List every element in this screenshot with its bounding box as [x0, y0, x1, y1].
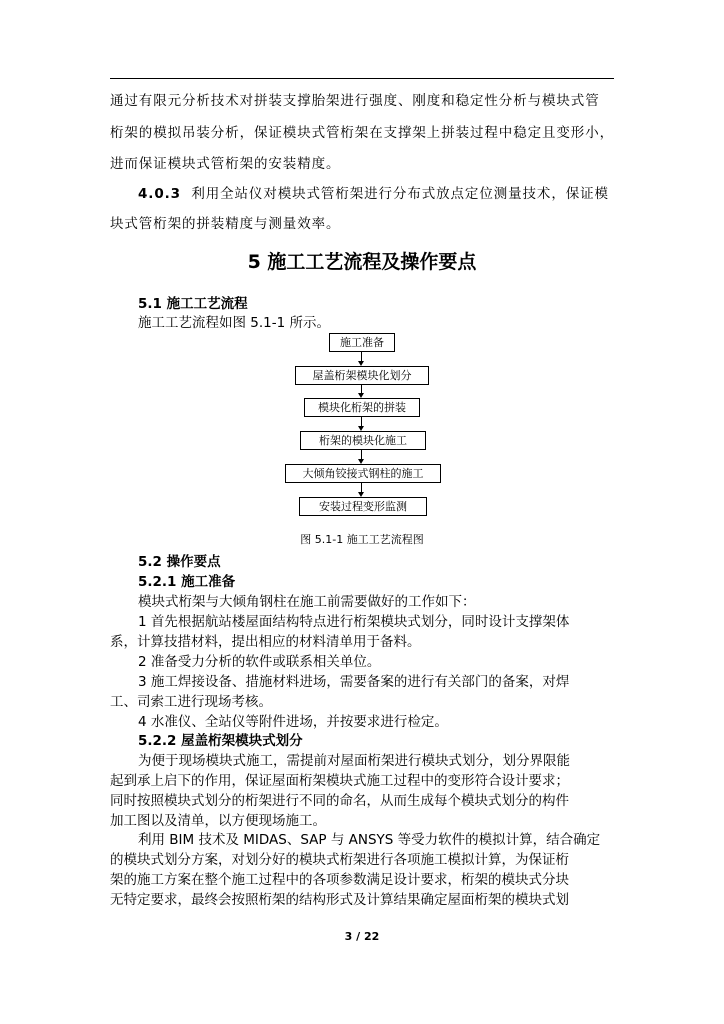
item-1-line-1: 1 首先根据航站楼屋面结构特点进行桁架模块式划分，同时设计支撑架体	[138, 614, 570, 630]
clause-4-0-3-line-1	[138, 184, 609, 204]
section-5-2-2-para-1-line-2: 起到承上启下的作用，保证屋面桁架模块式施工过程中的变形符合设计要求；	[110, 773, 569, 789]
section-5-2-heading: 5.2 操作要点	[138, 554, 221, 570]
flow-connector	[361, 385, 362, 393]
section-5-2-1-heading: 5.2.1 施工准备	[138, 574, 236, 590]
intro-line-3: 进而保证模块式管桁架的安装精度。	[110, 156, 341, 172]
clause-number: 4.0.3	[138, 186, 181, 202]
flow-step-1: 施工准备	[329, 333, 395, 352]
section-5-2-2-heading: 5.2.2 屋盖桁架模块式划分	[138, 733, 303, 749]
chapter-title: 5 施工工艺流程及操作要点	[247, 251, 477, 273]
section-5-2-2-para-1-line-1: 为便于现场模块式施工，需提前对屋面桁架进行模块式划分，划分界限能	[138, 753, 570, 769]
flow-step-2: 屋盖桁架模块化划分	[295, 366, 429, 385]
flow-step-6: 安装过程变形监测	[299, 497, 427, 516]
section-5-1-heading: 5.1 施工工艺流程	[138, 296, 248, 312]
item-2: 2 准备受力分析的软件或联系相关单位。	[138, 654, 381, 670]
header-rule	[110, 78, 614, 79]
intro-line-1: 通过有限元分析技术对拼装支撑胎架进行强度、刚度和稳定性分析与模块式管	[110, 93, 600, 109]
clause-4-0-3-line-2: 块式管桁架的拼装精度与测量效率。	[110, 216, 341, 232]
flow-connector	[361, 417, 362, 426]
section-5-2-1-intro: 模块式桁架与大倾角钢柱在施工前需要做好的工作如下：	[138, 594, 476, 610]
section-5-2-2-para-2-line-2: 的模块式划分方案，对划分好的模块式桁架进行各项施工模拟计算，为保证桁	[110, 852, 569, 868]
section-5-2-2-para-1-line-3: 同时按照模块式划分的桁架进行不同的命名，从而生成每个模块式划分的构件	[110, 793, 569, 809]
flow-connector	[361, 450, 362, 459]
intro-line-2: 桁架的模拟吊装分析，保证模块式管桁架在支撑架上拼装过程中稳定且变形小，	[110, 125, 614, 141]
item-3-line-1: 3 施工焊接设备、措施材料进场，需要备案的进行有关部门的备案，对焊	[138, 674, 570, 690]
flow-step-3: 模块化桁架的拼装	[304, 398, 420, 417]
flow-step-5: 大倾角铰接式钢柱的施工	[285, 464, 441, 483]
clause-text: 利用全站仪对模块式管桁架进行分布式放点定位测量技术，保证模	[191, 186, 609, 202]
section-5-2-2-para-1-line-4: 加工图以及清单，以方便现场施工。	[110, 813, 326, 829]
figure-caption: 图 5.1-1 施工工艺流程图	[300, 533, 424, 546]
flow-connector	[361, 352, 362, 361]
section-5-2-2-para-2-line-4: 无特定要求，最终会按照桁架的结构形式及计算结果确定屋面桁架的模块式划	[110, 892, 569, 908]
item-1-line-2: 系，计算技措材料，提出相应的材料清单用于备料。	[110, 634, 421, 650]
flow-step-4: 桁架的模块化施工	[300, 431, 426, 450]
section-5-2-2-para-2-line-1: 利用 BIM 技术及 MIDAS、SAP 与 ANSYS 等受力软件的模拟计算，结合确定	[138, 832, 601, 848]
flow-connector	[361, 483, 362, 492]
section-5-1-intro: 施工工艺流程如图 5.1-1 所示。	[138, 315, 331, 331]
item-4: 4 水准仪、全站仪等附件进场，并按要求进行检定。	[138, 714, 448, 730]
section-5-2-2-para-2-line-3: 架的施工方案在整个施工过程中的各项参数满足设计要求，桁架的模块式分块	[110, 872, 569, 888]
page-number: 3 / 22	[344, 930, 380, 943]
item-3-line-2: 工、司索工进行现场考核。	[110, 694, 272, 710]
